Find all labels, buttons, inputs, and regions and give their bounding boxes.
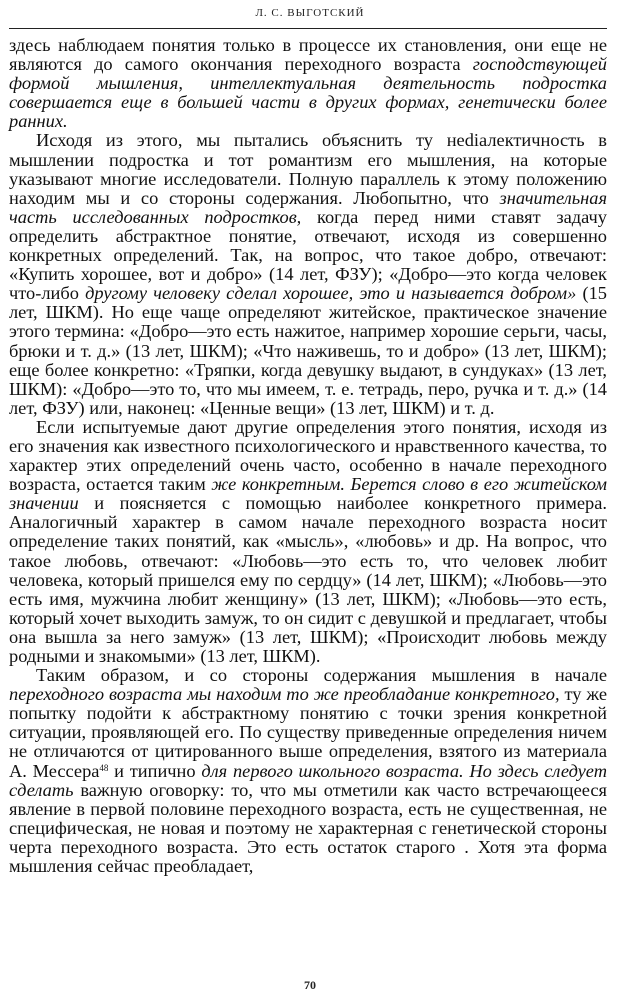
text-run: важную оговорку: то, что мы отметили как часто встречающееся явление в первой половине переходного возраста, есть не существенная, не специфическая, не новая и поэтому не характерная с генетической стороны черта переходного возраста. Это есть остаток старого . Хотя эта форма мышления сейчас преобладает, xyxy=(9,779,607,877)
text-run: Таким образом, и со стороны содержания мышления в начале xyxy=(36,665,607,686)
footnote-marker[interactable]: 48 xyxy=(99,762,109,773)
text-run-italic: для первого школьного возраста. Но здесь следует сделать xyxy=(9,760,607,800)
text-run: и типично xyxy=(108,760,202,781)
text-run-italic: господствующей формой мышления, интеллектуальная деятельность подростка совершается еще в большей части в других формах, генетически более ранних. xyxy=(9,54,607,132)
text-run: когда перед ними ставят задачу определить абстрактное понятие, отвечают, исходя из совершенно конкретных определений. Так, на вопрос, что такое добро, отвечают: «Купить хорошее, вот и добро» (14 лет, ФЗУ); «Добро—это когда человек что-либо xyxy=(9,206,607,304)
paragraph xyxy=(9,36,607,131)
text-run: и поясняется с помощью наиболее конкретного примера. Аналогичный характер в самом начале переходного возраста носит определение таких понятий, как «мысль», «любовь» и др. На вопрос, что такое любовь, отвечают: «Любовь—это есть то, что человек любит человека, который пришелся ему по сердцу» (14 лет, ШКМ); «Любовь—это есть имя, мужчина любит женщину» (13 лет, ШКМ); «Любовь—это есть, который хочет выходить замуж, то он сидит с девушкой и предлагает, чтобы она вышла за него замуж» (13 лет, ШКМ); «Происходит любовь между родными и знакомыми» (13 лет, ШКМ). xyxy=(9,493,607,666)
text-run: ту же попытку подойти к абстрактному понятию с точки зрения конкретной ситуации, проявляющей его. По существу приведенные определения ничем не отличаются от цитированного выше определения, взятого из материала А. Мессера xyxy=(9,684,607,781)
header-rule xyxy=(9,28,607,29)
page-number: 70 xyxy=(304,978,316,992)
text-run: здесь наблюдаем понятия только в процессе их становления, они еще не являются до самого окончания переходного возраста xyxy=(9,35,607,75)
paragraph xyxy=(9,418,607,666)
paragraph xyxy=(9,131,607,417)
body-text xyxy=(9,36,607,876)
text-run-italic: значительная часть исследованных подростков, xyxy=(9,187,607,227)
text-run: (15 лет, ШКМ). Но еще чаще определяют житейское, практическое значение этого термина: «Добро—это есть нажитое, например хорошие серьги, часы, брюки и т. д.» (13 лет, ШКМ); «Что наживешь, то и добро» (13 лет, ШКМ); еще более конкретно: «Тряпки, когда девушку выдают, в сундуках» (13 лет, ШКМ): «Добро—это то, что мы имеем, т. е. тетрадь, перо, ручка и т. д.» (14 лет, ФЗУ) или, наконец: «Ценные вещи» (13 лет, ШКМ) и т. д. xyxy=(9,283,607,418)
text-run-italic: же конкретным. Берется слово в его житейском значении xyxy=(9,474,607,514)
text-run: Если испытуемые дают другие определения этого понятия, исходя из его значения как известного психологического и нравственного качества, то характер этих определений очень часто, особенно в начале переходного возраста, остается таким xyxy=(9,416,607,495)
running-head: Л. С. ВЫГОТСКИЙ xyxy=(255,7,365,19)
text-run: Исходя из этого, мы пытались объяснить ту нediалектичность в мышлении подростка и тот романтизм его мышления, на которые указывают многие исследователи. Полную параллель к этому положению находим мы и со стороны содержания. Любопытно, что xyxy=(9,130,607,208)
text-run-italic: другому человеку сделал хорошее, это и называется добром» xyxy=(85,283,577,304)
paragraph xyxy=(9,666,607,876)
text-run-italic: переходного возраста мы находим то же преобладание конкретного, xyxy=(9,684,560,705)
